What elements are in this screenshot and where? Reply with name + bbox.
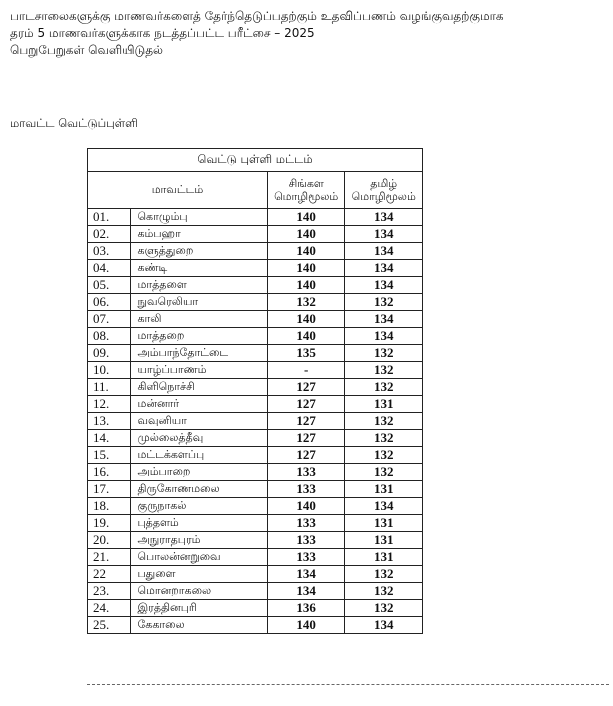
- sinhala-cutoff: 127: [267, 379, 345, 396]
- row-number: 05.: [88, 277, 131, 294]
- sinhala-cutoff: 127: [267, 447, 345, 464]
- row-number: 24.: [88, 600, 131, 617]
- sinhala-cutoff: 140: [267, 311, 345, 328]
- table-row: [88, 277, 423, 294]
- district-name: இரத்தினபுரி: [131, 600, 267, 617]
- section-subtitle: மாவட்ட வெட்டுப்புள்ளி: [10, 116, 138, 130]
- table-row: [88, 345, 423, 362]
- sinhala-cutoff: 133: [267, 464, 345, 481]
- district-name: நுவரெலியா: [131, 294, 267, 311]
- tamil-cutoff: 132: [345, 379, 423, 396]
- row-number: 14.: [88, 430, 131, 447]
- sinhala-cutoff: 133: [267, 532, 345, 549]
- sinhala-cutoff: 133: [267, 515, 345, 532]
- district-name: மன்னார்: [131, 396, 267, 413]
- district-name: கிளிநொச்சி: [131, 379, 267, 396]
- district-name: அம்பாறை: [131, 464, 267, 481]
- tamil-cutoff: 132: [345, 430, 423, 447]
- row-number: 09.: [88, 345, 131, 362]
- sinhala-cutoff: 140: [267, 260, 345, 277]
- district-name: அம்பாந்தோட்டை: [131, 345, 267, 362]
- sinhala-cutoff: 140: [267, 226, 345, 243]
- district-name: மட்டக்களப்பு: [131, 447, 267, 464]
- tamil-cutoff: 134: [345, 226, 423, 243]
- table-header-row: [88, 172, 423, 209]
- table-row: [88, 260, 423, 277]
- district-name: யாழ்ப்பாணம்: [131, 362, 267, 379]
- row-number: 13.: [88, 413, 131, 430]
- row-number: 19.: [88, 515, 131, 532]
- table-row: [88, 294, 423, 311]
- sinhala-cutoff: 127: [267, 413, 345, 430]
- row-number: 21.: [88, 549, 131, 566]
- row-number: 01.: [88, 209, 131, 226]
- document-header: [10, 8, 610, 59]
- row-number: 12.: [88, 396, 131, 413]
- tamil-cutoff: 131: [345, 549, 423, 566]
- table-row: [88, 515, 423, 532]
- district-name: வவுனியா: [131, 413, 267, 430]
- row-number: 11.: [88, 379, 131, 396]
- footer-divider: [87, 684, 609, 685]
- table-row: [88, 311, 423, 328]
- district-name: பதுளை: [131, 566, 267, 583]
- header-line-1: பாடசாலைகளுக்கு மாணவர்களைத் தேர்ந்தெடுப்பதற்கும் உதவிப்பணம் வழங்குவதற்குமாக: [10, 9, 504, 23]
- tamil-cutoff: 134: [345, 260, 423, 277]
- row-number: 06.: [88, 294, 131, 311]
- district-name: மாத்தறை: [131, 328, 267, 345]
- tamil-header-line-1: தமிழ்: [370, 177, 398, 190]
- table-row: [88, 566, 423, 583]
- table-body: [88, 209, 423, 634]
- sinhala-cutoff: 140: [267, 209, 345, 226]
- tamil-cutoff: 131: [345, 396, 423, 413]
- row-number: 18.: [88, 498, 131, 515]
- row-number: 23.: [88, 583, 131, 600]
- sinhala-cutoff: 133: [267, 481, 345, 498]
- table-row: [88, 600, 423, 617]
- cutoff-table: [87, 148, 423, 634]
- sinhala-cutoff: 136: [267, 600, 345, 617]
- row-number: 07.: [88, 311, 131, 328]
- table-row: [88, 413, 423, 430]
- tamil-cutoff: 134: [345, 311, 423, 328]
- table-row: [88, 583, 423, 600]
- row-number: 15.: [88, 447, 131, 464]
- tamil-cutoff: 132: [345, 294, 423, 311]
- district-column-header: மாவட்டம்: [88, 172, 268, 209]
- tamil-cutoff: 132: [345, 362, 423, 379]
- tamil-cutoff: 134: [345, 498, 423, 515]
- tamil-cutoff: 131: [345, 532, 423, 549]
- sinhala-cutoff: 132: [267, 294, 345, 311]
- sinhala-cutoff: 134: [267, 583, 345, 600]
- tamil-cutoff: 132: [345, 447, 423, 464]
- tamil-cutoff: 132: [345, 345, 423, 362]
- row-number: 02.: [88, 226, 131, 243]
- district-name: பொலன்னறுவை: [131, 549, 267, 566]
- sinhala-cutoff: 135: [267, 345, 345, 362]
- district-name: திருகோணமலை: [131, 481, 267, 498]
- table-row: [88, 328, 423, 345]
- tamil-medium-column-header: [345, 172, 423, 209]
- sinhala-cutoff: 140: [267, 277, 345, 294]
- table-row: [88, 464, 423, 481]
- tamil-cutoff: 132: [345, 600, 423, 617]
- table-title-row: [88, 149, 423, 172]
- sinhala-cutoff: -: [267, 362, 345, 379]
- table-row: [88, 617, 423, 634]
- row-number: 08.: [88, 328, 131, 345]
- table-row: [88, 362, 423, 379]
- sinhala-cutoff: 127: [267, 396, 345, 413]
- district-name: களுத்துறை: [131, 243, 267, 260]
- sinhala-cutoff: 127: [267, 430, 345, 447]
- tamil-cutoff: 131: [345, 481, 423, 498]
- district-name: கண்டி: [131, 260, 267, 277]
- sinhala-header-line-1: சிங்கள: [288, 177, 324, 190]
- sinhala-medium-column-header: [267, 172, 345, 209]
- tamil-cutoff: 134: [345, 209, 423, 226]
- tamil-cutoff: 132: [345, 583, 423, 600]
- sinhala-cutoff: 133: [267, 549, 345, 566]
- row-number: 25.: [88, 617, 131, 634]
- row-number: 17.: [88, 481, 131, 498]
- table-row: [88, 209, 423, 226]
- district-name: குருநாகல்: [131, 498, 267, 515]
- row-number: 10.: [88, 362, 131, 379]
- district-name: மாத்தளை: [131, 277, 267, 294]
- tamil-cutoff: 132: [345, 464, 423, 481]
- district-name: காலி: [131, 311, 267, 328]
- table-row: [88, 481, 423, 498]
- table-title: வெட்டு புள்ளி மட்டம்: [88, 149, 423, 172]
- tamil-cutoff: 134: [345, 277, 423, 294]
- sinhala-cutoff: 140: [267, 328, 345, 345]
- district-name: முல்லைத்தீவு: [131, 430, 267, 447]
- row-number: 03.: [88, 243, 131, 260]
- table-row: [88, 396, 423, 413]
- row-number: 16.: [88, 464, 131, 481]
- district-name: அநுராதபுரம்: [131, 532, 267, 549]
- table-row: [88, 243, 423, 260]
- sinhala-cutoff: 140: [267, 617, 345, 634]
- table-row: [88, 430, 423, 447]
- sinhala-header-line-2: மொழிமூலம்: [274, 190, 339, 203]
- table-row: [88, 447, 423, 464]
- district-name: புத்தளம்: [131, 515, 267, 532]
- row-number: 22: [88, 566, 131, 583]
- table-row: [88, 226, 423, 243]
- tamil-cutoff: 132: [345, 566, 423, 583]
- sinhala-cutoff: 134: [267, 566, 345, 583]
- district-name: கேகாலை: [131, 617, 267, 634]
- tamil-header-line-2: மொழிமூலம்: [351, 190, 416, 203]
- district-name: கொழும்பு: [131, 209, 267, 226]
- tamil-cutoff: 132: [345, 413, 423, 430]
- header-line-2: தரம் 5 மாணவர்களுக்காக நடத்தப்பட்ட பரீட்சை – 2025: [10, 26, 315, 40]
- row-number: 20.: [88, 532, 131, 549]
- table-row: [88, 549, 423, 566]
- tamil-cutoff: 131: [345, 515, 423, 532]
- header-line-3: பெறுபேறுகள் வெளியிடுதல்: [10, 43, 163, 57]
- table-row: [88, 498, 423, 515]
- table-row: [88, 379, 423, 396]
- sinhala-cutoff: 140: [267, 243, 345, 260]
- district-name: கம்பஹா: [131, 226, 267, 243]
- tamil-cutoff: 134: [345, 243, 423, 260]
- row-number: 04.: [88, 260, 131, 277]
- sinhala-cutoff: 140: [267, 498, 345, 515]
- tamil-cutoff: 134: [345, 328, 423, 345]
- district-name: மொனறாகலை: [131, 583, 267, 600]
- tamil-cutoff: 134: [345, 617, 423, 634]
- table-row: [88, 532, 423, 549]
